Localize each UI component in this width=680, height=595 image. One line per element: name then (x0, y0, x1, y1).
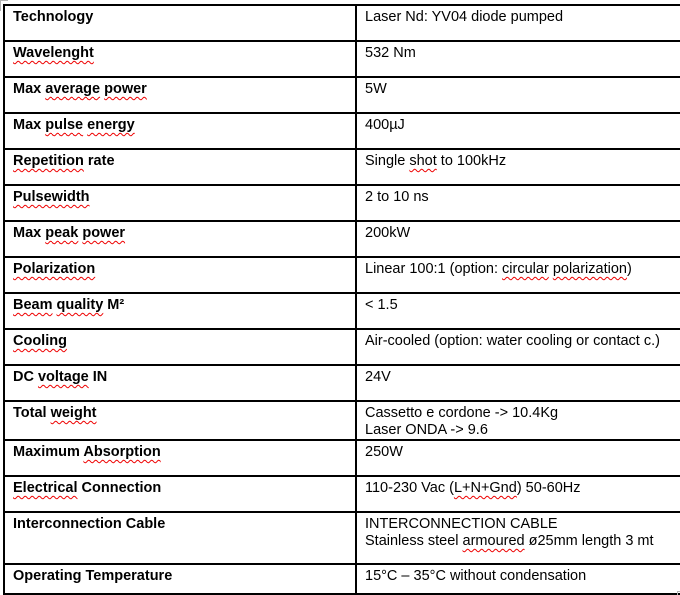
value-line (365, 369, 680, 386)
misspelled-word: weight (50, 405, 97, 421)
spec-label-cell[interactable] (4, 365, 356, 401)
misspelled-word: Repetition (13, 153, 84, 169)
label-line (13, 189, 353, 206)
text-segment: 2 to 10 ns (365, 189, 429, 205)
value-line (365, 422, 680, 439)
text-segment: < 1.5 (365, 297, 398, 313)
label-line (13, 45, 353, 62)
spec-value-cell[interactable] (356, 149, 680, 185)
value-line (365, 225, 680, 242)
label-line (13, 568, 353, 585)
misspelled-word: Cooling (13, 333, 67, 349)
spec-value-cell[interactable] (356, 293, 680, 329)
spec-value-cell[interactable] (356, 185, 680, 221)
misspelled-word: L+N+Gnd (453, 480, 517, 496)
table-row (4, 512, 680, 564)
text-segment: Stainless steel (365, 533, 463, 549)
text-segment: 24V (365, 369, 391, 385)
spec-value-cell[interactable] (356, 401, 680, 440)
value-line (365, 333, 680, 350)
text-segment: 250W (365, 444, 403, 460)
label-line (13, 444, 353, 461)
misspelled-word: circular (502, 261, 549, 277)
misspelled-word: armoured (462, 533, 525, 549)
text-segment: Laser ONDA -> 9.6 (365, 422, 488, 438)
spec-label-cell[interactable] (4, 564, 356, 594)
label-line (13, 9, 353, 26)
table-row (4, 365, 680, 401)
spec-label-cell[interactable] (4, 221, 356, 257)
text-segment: Cassetto e cordone -> 10.4Kg (365, 405, 559, 421)
value-line (365, 9, 680, 26)
table-row (4, 440, 680, 476)
table-row (4, 476, 680, 512)
table-row (4, 293, 680, 329)
table-row (4, 185, 680, 221)
misspelled-word: Wavelenght (13, 45, 94, 61)
misspelled-word: Absorption (83, 444, 161, 460)
spec-label-cell[interactable] (4, 476, 356, 512)
label-line (13, 117, 353, 134)
text-segment: ø25mm length 3 mt (524, 533, 654, 549)
spec-value-cell[interactable] (356, 476, 680, 512)
text-segment: DC (13, 369, 38, 385)
spec-label-cell[interactable] (4, 257, 356, 293)
spec-table-body (4, 5, 680, 594)
text-segment: Max (13, 117, 46, 133)
value-line (365, 516, 680, 533)
misspelled-word: power (82, 225, 126, 241)
misspelled-word: Polarization (13, 261, 96, 277)
table-row (4, 221, 680, 257)
text-segment: 15°C – 35°C without condensation (365, 568, 587, 584)
value-line (365, 81, 680, 98)
value-line (365, 189, 680, 206)
text-segment: Maximum (13, 444, 84, 460)
table-row (4, 77, 680, 113)
value-line (365, 45, 680, 62)
label-line (13, 333, 353, 350)
text-segment: rate (83, 153, 115, 169)
text-segment: Air-cooled (option: water cooling or contact c.) (365, 333, 660, 349)
spec-value-cell[interactable] (356, 564, 680, 594)
spec-label-cell[interactable] (4, 329, 356, 365)
label-line (13, 516, 353, 533)
label-line (13, 81, 353, 98)
text-segment: 400µJ (365, 117, 405, 133)
text-segment: Single (365, 153, 410, 169)
misspelled-word: peak (45, 225, 79, 241)
value-line (365, 153, 680, 170)
misspelled-word: average (45, 81, 101, 97)
value-line (365, 533, 680, 550)
text-segment: INTERCONNECTION CABLE (365, 516, 558, 532)
label-line (13, 480, 353, 497)
misspelled-word: Pulsewidth (13, 189, 90, 205)
table-row (4, 401, 680, 440)
table-row (4, 5, 680, 41)
table-row (4, 257, 680, 293)
spec-value-cell[interactable] (356, 41, 680, 77)
spec-value-cell[interactable] (356, 5, 680, 41)
misspelled-word: power (104, 81, 147, 97)
text-segment: Interconnection Cable (13, 516, 166, 532)
value-line (365, 297, 680, 314)
table-row (4, 41, 680, 77)
spec-label-cell[interactable] (4, 440, 356, 476)
text-segment: Max (13, 225, 46, 241)
spec-value-cell[interactable] (356, 329, 680, 365)
spec-label-cell[interactable] (4, 401, 356, 440)
text-segment: ) (626, 261, 632, 277)
value-line (365, 405, 680, 422)
label-line (13, 405, 353, 422)
spec-value-cell[interactable] (356, 440, 680, 476)
spec-value-cell[interactable] (356, 77, 680, 113)
table-row (4, 329, 680, 365)
text-segment: IN (88, 369, 108, 385)
value-line (365, 117, 680, 134)
text-segment: M² (103, 297, 125, 313)
table-row (4, 113, 680, 149)
spec-label-cell[interactable] (4, 5, 356, 41)
misspelled-word: energy (87, 117, 135, 133)
table-row (4, 564, 680, 594)
laser-spec-table (3, 4, 680, 595)
text-segment: Technology (13, 9, 94, 25)
text-segment: Linear 100:1 (option: (365, 261, 503, 277)
spec-label-cell[interactable] (4, 41, 356, 77)
text-segment: Max (13, 81, 46, 97)
value-line (365, 261, 680, 278)
value-line (365, 568, 680, 585)
misspelled-word: Electrical (13, 480, 78, 496)
text-segment: ) 50-60Hz (516, 480, 581, 496)
spec-label-cell[interactable] (4, 293, 356, 329)
spec-label-cell[interactable] (4, 77, 356, 113)
spec-value-cell[interactable] (356, 113, 680, 149)
spec-label-cell[interactable] (4, 149, 356, 185)
label-line (13, 369, 353, 386)
misspelled-word: pulse (45, 117, 84, 133)
spec-value-cell[interactable] (356, 257, 680, 293)
text-segment: to 100kHz (436, 153, 507, 169)
spec-value-cell[interactable] (356, 365, 680, 401)
spec-label-cell[interactable] (4, 113, 356, 149)
misspelled-word: shot (409, 153, 437, 169)
misspelled-word: voltage (37, 369, 89, 385)
text-segment: Connection (77, 480, 162, 496)
text-segment: Laser Nd: YV04 diode pumped (365, 9, 564, 25)
text-segment: 110-230 Vac ( (365, 480, 454, 496)
label-line (13, 297, 353, 314)
misspelled-word: quality (56, 297, 104, 313)
spec-value-cell[interactable] (356, 512, 680, 564)
spec-label-cell[interactable] (4, 512, 356, 564)
spec-value-cell[interactable] (356, 221, 680, 257)
misspelled-word: polarization (552, 261, 627, 277)
spec-label-cell[interactable] (4, 185, 356, 221)
value-line (365, 480, 680, 497)
text-segment: Total (13, 405, 51, 421)
misspelled-word: Beam (13, 297, 53, 313)
text-segment: Operating Temperature (13, 568, 173, 584)
label-line (13, 261, 353, 278)
text-segment: 5W (365, 81, 387, 97)
label-line (13, 225, 353, 242)
text-segment: 200kW (365, 225, 411, 241)
table-row (4, 149, 680, 185)
value-line (365, 444, 680, 461)
label-line (13, 153, 353, 170)
text-segment: 532 Nm (365, 45, 416, 61)
